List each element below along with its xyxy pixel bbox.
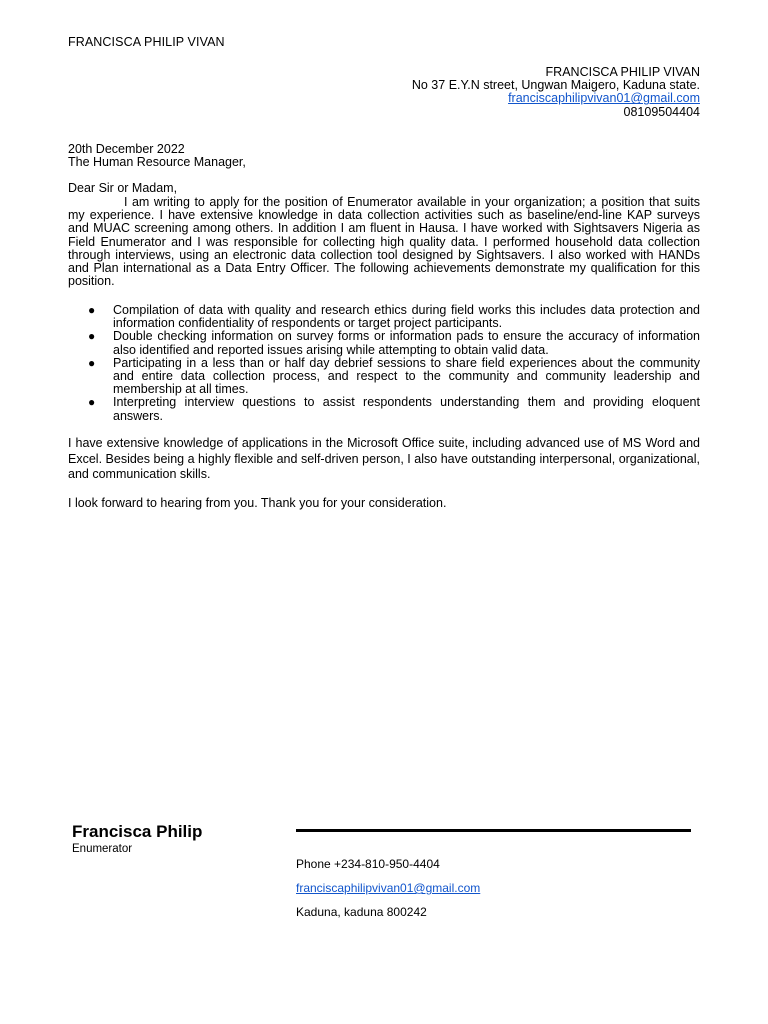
achievement-text: Interpreting interview questions to assist respondents understanding them and providing eloquent answers. [113,395,700,423]
signature-email-link[interactable]: franciscaphilipvivan01@gmail.com [296,881,481,895]
list-item [68,357,700,397]
signature-location: Kaduna, kaduna 800242 [296,905,427,919]
list-item [68,330,700,356]
date-recipient-block [68,143,246,169]
salutation: Dear Sir or Madam, [68,181,178,195]
closing-paragraph: I look forward to hearing from you. Thank you for your consideration. [68,496,447,510]
achievement-text: Double checking information on survey forms or information pads to ensure the accuracy of information also identified and reported issues arising while attempting to obtain valid data. [113,329,700,357]
signature-phone: Phone +234-810-950-4404 [296,857,440,871]
sender-email-link[interactable]: franciscaphilipvivan01@gmail.com [508,91,700,106]
signature-title: Enumerator [72,843,133,855]
achievements-list [68,304,700,423]
list-item [68,304,700,330]
sender-name: FRANCISCA PHILIP VIVAN [545,65,700,79]
sender-phone: 08109504404 [623,104,700,119]
signature-name: Francisca Philip [72,822,203,841]
achievement-text: Participating in a less than or half day debrief sessions to share field experiences about the community and entire data collection process, and respect to the community and community leadership and membership at all times. [113,355,700,397]
letter-date: 20th December 2022 [68,142,185,156]
bullet-icon: ● [88,303,96,317]
intro-paragraph: I am writing to apply for the position of Enumerator available in your organization; a position that suits my experience. I have extensive knowledge in data collection activities such as baseline/end-line KAP surveys and MUAC screening among others. In addition I am fluent in Hausa. I have worked with Sightsavers Nigeria as Field Enumerator and I was responsible for collecting high quality data. I performed household data collection through interviews, using an electronic data collection tool designed by Sightsavers. I also worked with HANDs and Plan international as a Data Entry Officer. The following achievements demonstrate my qualification for this position. [68,195,700,289]
sender-address-block [280,66,700,119]
bullet-icon: ● [88,395,96,410]
signature-divider [296,829,691,832]
recipient: The Human Resource Manager, [68,155,246,170]
skills-paragraph: I have extensive knowledge of applications in the Microsoft Office suite, including advanced use of MS Word and Excel. Besides being a highly flexible and self-driven person, I also have outstanding interpersonal, organizational, and communication skills. [68,436,700,481]
list-item [68,396,700,422]
bullet-icon: ● [88,355,96,370]
sender-street: No 37 E.Y.N street, Ungwan Maigero, Kaduna state. [411,78,700,93]
page-header-name: FRANCISCA PHILIP VIVAN [68,35,225,49]
achievement-text: Compilation of data with quality and research ethics during field works this includes data protection and information confidentiality of respondents or target project participants. [113,303,700,331]
bullet-icon: ● [88,329,96,344]
